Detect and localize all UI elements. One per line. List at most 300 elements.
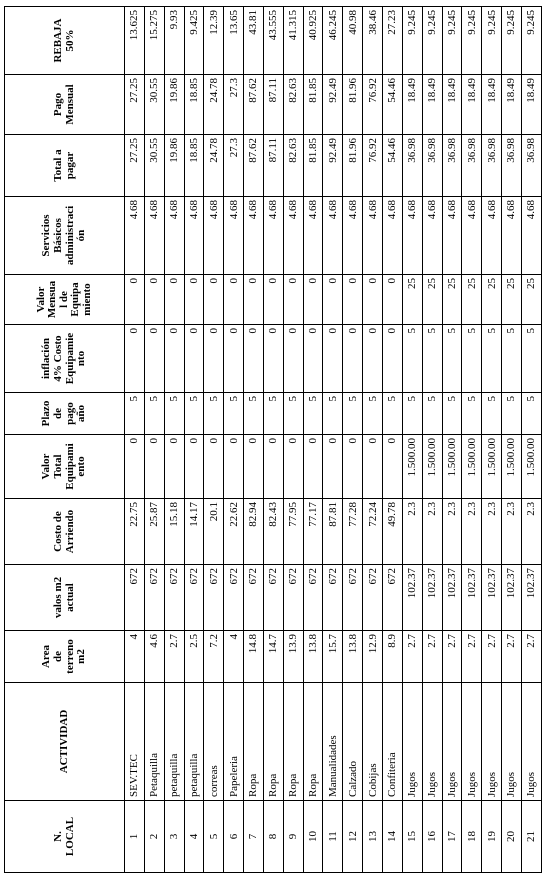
cell-valor-m2: 672 [323,565,343,631]
cell-pago-mensual: 92.49 [323,75,343,135]
cell-plazo-pago: 5 [442,393,462,435]
cell-servicios-basicos: 4.68 [244,197,264,275]
table-row [144,7,164,873]
cell-total-pagar: 36.98 [482,135,502,197]
cell-rebaja: 46.245 [323,7,343,75]
cell-total-pagar: 27.3 [224,135,244,197]
cell-total-pagar: 27.25 [125,135,145,197]
cell-area-terreno: 2.7 [402,631,422,683]
cell-costo-arriendo: 22.62 [224,499,244,565]
cell-costo-arriendo: 2.3 [462,499,482,565]
cell-inflacion: 5 [402,325,422,393]
header-line: ón [75,229,88,242]
cell-local-number: 2 [144,801,164,873]
cell-actividad: Ropa [244,683,264,801]
cell-valor-mensual-equipamiento: 25 [462,275,482,325]
cell-valor-total-equipamiento: 0 [323,435,343,499]
cell-servicios-basicos: 4.68 [323,197,343,275]
cell-pago-mensual: 76.92 [363,75,383,135]
cell-total-pagar: 36.98 [422,135,442,197]
cell-area-terreno: 4.6 [144,631,164,683]
cell-pago-mensual: 19.86 [164,75,184,135]
cell-inflacion: 0 [204,325,224,393]
cell-inflacion: 5 [502,325,522,393]
cell-area-terreno: 2.7 [442,631,462,683]
cell-local-number: 19 [482,801,502,873]
cell-valor-mensual-equipamiento: 0 [343,275,363,325]
header-line: Valor [40,453,53,480]
table-row [323,7,343,873]
cell-rebaja: 9.245 [521,7,541,75]
cell-pago-mensual: 18.49 [402,75,422,135]
cell-total-pagar: 19.86 [164,135,184,197]
header-line: nto [75,350,88,367]
cell-valor-m2: 672 [382,565,402,631]
cell-area-terreno: 7.2 [204,631,224,683]
cell-valor-mensual-equipamiento: 0 [283,275,303,325]
cell-valor-m2: 102.37 [482,565,502,631]
cell-rebaja: 9.245 [422,7,442,75]
cell-valor-total-equipamiento: 1.500.00 [462,435,482,499]
cell-total-pagar: 54.46 [382,135,402,197]
cell-valor-m2: 672 [204,565,224,631]
cell-local-number: 18 [462,801,482,873]
header-line: Costo de [51,511,64,552]
header-total-pagar [5,135,125,197]
table-row [224,7,244,873]
cell-total-pagar: 24.78 [204,135,224,197]
header-line: 4% Costo [51,335,64,382]
cell-local-number: 12 [343,801,363,873]
cell-pago-mensual: 18.49 [462,75,482,135]
cell-plazo-pago: 5 [263,393,283,435]
cell-valor-total-equipamiento: 0 [204,435,224,499]
cell-valor-mensual-equipamiento: 25 [442,275,462,325]
cell-plazo-pago: 5 [283,393,303,435]
cell-servicios-basicos: 4.68 [204,197,224,275]
cell-plazo-pago: 5 [303,393,323,435]
cell-actividad: Calzado [343,683,363,801]
header-line: actual [63,583,76,612]
cell-inflacion: 0 [144,325,164,393]
cell-rebaja: 43.81 [244,7,264,75]
cell-valor-total-equipamiento: 1.500.00 [502,435,522,499]
cell-valor-total-equipamiento: 0 [244,435,264,499]
cell-plazo-pago: 5 [482,393,502,435]
header-line: Equipa [69,282,82,317]
cell-plazo-pago: 5 [402,393,422,435]
cell-valor-total-equipamiento: 1.500.00 [482,435,502,499]
header-line: pago [63,402,76,425]
cell-costo-arriendo: 2.3 [422,499,442,565]
cell-inflacion: 0 [184,325,204,393]
cell-servicios-basicos: 4.68 [283,197,303,275]
cell-plazo-pago: 5 [363,393,383,435]
cell-costo-arriendo: 22.75 [125,499,145,565]
cell-costo-arriendo: 14.17 [184,499,204,565]
cell-actividad: Jugos [482,683,502,801]
cell-total-pagar: 18.85 [184,135,204,197]
cell-rebaja: 9.245 [502,7,522,75]
cell-pago-mensual: 27.3 [224,75,244,135]
cell-actividad: Ropa [263,683,283,801]
cell-plazo-pago: 5 [125,393,145,435]
cell-pago-mensual: 27.25 [125,75,145,135]
cell-pago-mensual: 87.11 [263,75,283,135]
cell-rebaja: 9.245 [462,7,482,75]
cell-valor-mensual-equipamiento: 0 [363,275,383,325]
cell-costo-arriendo: 2.3 [521,499,541,565]
cell-inflacion: 0 [343,325,363,393]
cell-valor-total-equipamiento: 0 [283,435,303,499]
table-row [125,7,145,873]
cell-servicios-basicos: 4.68 [521,197,541,275]
cell-plazo-pago: 5 [144,393,164,435]
cell-inflacion: 5 [521,325,541,393]
cell-plazo-pago: 5 [323,393,343,435]
table-row [303,7,323,873]
cell-rebaja: 38.46 [363,7,383,75]
header-line: ACTIVIDAD [57,709,70,774]
cell-valor-total-equipamiento: 0 [263,435,283,499]
cell-actividad: Manualidades [323,683,343,801]
cell-inflacion: 0 [125,325,145,393]
cell-rebaja: 9.245 [482,7,502,75]
cell-plazo-pago: 5 [382,393,402,435]
header-line: Plazo [40,400,53,427]
cell-rebaja: 15.275 [144,7,164,75]
cell-valor-total-equipamiento: 0 [125,435,145,499]
cell-rebaja: 9.245 [402,7,422,75]
cell-local-number: 14 [382,801,402,873]
cell-pago-mensual: 81.96 [343,75,363,135]
cell-local-number: 3 [164,801,184,873]
cell-area-terreno: 2.7 [164,631,184,683]
cell-inflacion: 5 [462,325,482,393]
cell-rebaja: 13.65 [224,7,244,75]
cell-plazo-pago: 5 [224,393,244,435]
cell-pago-mensual: 18.49 [442,75,462,135]
cell-valor-m2: 102.37 [402,565,422,631]
table-row [363,7,383,873]
cell-actividad: SEV.TEC [125,683,145,801]
table-row [521,7,541,873]
cell-valor-mensual-equipamiento: 0 [184,275,204,325]
header-servicios-basicos [5,197,125,275]
header-line: Básicos [51,218,64,253]
cell-rebaja: 13.625 [125,7,145,75]
cell-total-pagar: 87.11 [263,135,283,197]
cell-area-terreno: 2.7 [521,631,541,683]
cell-pago-mensual: 18.49 [422,75,442,135]
header-line: miento [80,283,93,316]
cell-local-number: 21 [521,801,541,873]
header-line: Area [40,645,53,669]
header-line: inflación [40,338,53,379]
cell-valor-total-equipamiento: 0 [224,435,244,499]
cell-rebaja: 12.39 [204,7,224,75]
cell-valor-total-equipamiento: 0 [303,435,323,499]
cell-valor-m2: 672 [303,565,323,631]
cell-local-number: 4 [184,801,204,873]
cell-total-pagar: 76.92 [363,135,383,197]
cell-valor-mensual-equipamiento: 25 [502,275,522,325]
cell-total-pagar: 36.98 [442,135,462,197]
header-line: LOCAL [63,816,76,857]
cell-servicios-basicos: 4.68 [502,197,522,275]
cell-valor-m2: 672 [164,565,184,631]
cell-valor-mensual-equipamiento: 0 [382,275,402,325]
cell-area-terreno: 13.9 [283,631,303,683]
cell-valor-total-equipamiento: 0 [343,435,363,499]
cell-costo-arriendo: 25.87 [144,499,164,565]
cell-area-terreno: 15.7 [323,631,343,683]
cell-inflacion: 0 [283,325,303,393]
cell-servicios-basicos: 4.68 [422,197,442,275]
cell-valor-mensual-equipamiento: 25 [402,275,422,325]
cell-valor-total-equipamiento: 1.500.00 [442,435,462,499]
table-row [442,7,462,873]
cell-pago-mensual: 18.85 [184,75,204,135]
cell-servicios-basicos: 4.68 [382,197,402,275]
cell-local-number: 5 [204,801,224,873]
cell-pago-mensual: 82.63 [283,75,303,135]
cell-local-number: 6 [224,801,244,873]
table-row [502,7,522,873]
cell-costo-arriendo: 82.94 [244,499,264,565]
cell-valor-total-equipamiento: 0 [382,435,402,499]
cell-total-pagar: 30.55 [144,135,164,197]
cell-servicios-basicos: 4.68 [462,197,482,275]
cell-plazo-pago: 5 [521,393,541,435]
cell-servicios-basicos: 4.68 [482,197,502,275]
cell-local-number: 17 [442,801,462,873]
cell-rebaja: 43.555 [263,7,283,75]
cell-inflacion: 0 [164,325,184,393]
header-line: l de [57,291,70,308]
cell-servicios-basicos: 4.68 [363,197,383,275]
cell-total-pagar: 92.49 [323,135,343,197]
cell-actividad: petaquilla [184,683,204,801]
cell-valor-m2: 672 [244,565,264,631]
cell-inflacion: 0 [363,325,383,393]
header-line: Arriendo [63,509,76,554]
cell-area-terreno: 2.7 [422,631,442,683]
cell-valor-mensual-equipamiento: 0 [224,275,244,325]
header-line: terreno [63,639,76,674]
table-row [283,7,303,873]
cell-actividad: Jugos [462,683,482,801]
header-rebaja [5,7,125,75]
cell-costo-arriendo: 49.78 [382,499,402,565]
cell-total-pagar: 36.98 [521,135,541,197]
cell-total-pagar: 36.98 [462,135,482,197]
cell-actividad: Cobijas [363,683,383,801]
cell-area-terreno: 4 [224,631,244,683]
cell-pago-mensual: 18.49 [482,75,502,135]
cell-local-number: 13 [363,801,383,873]
cell-area-terreno: 2.5 [184,631,204,683]
cell-local-number: 20 [502,801,522,873]
cell-valor-mensual-equipamiento: 25 [521,275,541,325]
table-row [184,7,204,873]
cell-valor-total-equipamiento: 0 [164,435,184,499]
cell-rebaja: 9.93 [164,7,184,75]
cell-valor-mensual-equipamiento: 0 [164,275,184,325]
cell-costo-arriendo: 15.18 [164,499,184,565]
cell-local-number: 16 [422,801,442,873]
cell-valor-mensual-equipamiento: 0 [204,275,224,325]
cell-costo-arriendo: 72.24 [363,499,383,565]
header-row [5,7,125,873]
header-line: Servicios [40,214,53,257]
cell-valor-m2: 672 [125,565,145,631]
cell-actividad: Jugos [521,683,541,801]
header-line: Total [51,454,64,479]
cell-area-terreno: 13.8 [343,631,363,683]
cell-plazo-pago: 5 [343,393,363,435]
header-costo-arriendo [5,499,125,565]
header-pago-mensual [5,75,125,135]
cell-servicios-basicos: 4.68 [263,197,283,275]
table-row [164,7,184,873]
cell-total-pagar: 36.98 [502,135,522,197]
cell-area-terreno: 14.8 [244,631,264,683]
header-line: valos m2 [51,576,64,619]
cell-local-number: 7 [244,801,264,873]
cell-pago-mensual: 81.85 [303,75,323,135]
cell-valor-m2: 672 [224,565,244,631]
cell-rebaja: 40.98 [343,7,363,75]
cell-inflacion: 5 [422,325,442,393]
header-line: m2 [75,649,88,664]
cell-costo-arriendo: 2.3 [442,499,462,565]
header-plazo-pago [5,393,125,435]
cell-pago-mensual: 87.62 [244,75,264,135]
cell-valor-mensual-equipamiento: 0 [323,275,343,325]
cell-plazo-pago: 5 [184,393,204,435]
cell-valor-total-equipamiento: 0 [363,435,383,499]
cell-rebaja: 9.425 [184,7,204,75]
cell-valor-total-equipamiento: 0 [184,435,204,499]
cell-rebaja: 9.245 [442,7,462,75]
cell-valor-total-equipamiento: 0 [144,435,164,499]
table-row [244,7,264,873]
cell-actividad: Petaquilla [144,683,164,801]
table-row [204,7,224,873]
cell-local-number: 11 [323,801,343,873]
cell-actividad: Jugos [402,683,422,801]
header-valor-m2 [5,565,125,631]
header-line: Mensual [63,84,76,125]
header-line: administraci [63,205,76,266]
cell-costo-arriendo: 20.1 [204,499,224,565]
cell-inflacion: 0 [244,325,264,393]
cell-servicios-basicos: 4.68 [184,197,204,275]
cell-plazo-pago: 5 [462,393,482,435]
cell-inflacion: 5 [442,325,462,393]
header-line: Equipami [63,443,76,490]
cell-valor-m2: 102.37 [422,565,442,631]
cell-valor-m2: 672 [363,565,383,631]
cell-pago-mensual: 18.49 [502,75,522,135]
cell-actividad: petaquilla [164,683,184,801]
header-actividad [5,683,125,801]
header-line: N. [51,831,64,842]
cell-local-number: 10 [303,801,323,873]
cell-costo-arriendo: 77.17 [303,499,323,565]
header-valor-mensual-equipamiento [5,275,125,325]
cell-rebaja: 40.925 [303,7,323,75]
cell-rebaja: 27.23 [382,7,402,75]
cell-total-pagar: 81.96 [343,135,363,197]
cell-inflacion: 0 [303,325,323,393]
cell-valor-m2: 672 [263,565,283,631]
cell-actividad: Jugos [442,683,462,801]
header-line: Pago [51,92,64,117]
cell-total-pagar: 81.85 [303,135,323,197]
cell-rebaja: 41.315 [283,7,303,75]
cell-inflacion: 0 [263,325,283,393]
cell-costo-arriendo: 87.81 [323,499,343,565]
cell-inflacion: 5 [482,325,502,393]
cell-servicios-basicos: 4.68 [303,197,323,275]
cell-costo-arriendo: 82.43 [263,499,283,565]
header-line: pagar [63,151,76,180]
cell-costo-arriendo: 77.28 [343,499,363,565]
cell-inflacion: 0 [224,325,244,393]
header-line: ento [75,456,88,477]
cell-servicios-basicos: 4.68 [402,197,422,275]
cell-servicios-basicos: 4.68 [442,197,462,275]
table-row [263,7,283,873]
cell-valor-total-equipamiento: 1.500.00 [402,435,422,499]
cell-local-number: 1 [125,801,145,873]
cell-pago-mensual: 54.46 [382,75,402,135]
cell-servicios-basicos: 4.68 [164,197,184,275]
cell-actividad: Confiteria [382,683,402,801]
cell-total-pagar: 36.98 [402,135,422,197]
cell-costo-arriendo: 2.3 [482,499,502,565]
header-line: Total a [51,149,64,182]
cell-plazo-pago: 5 [244,393,264,435]
header-inflacion [5,325,125,393]
cell-valor-mensual-equipamiento: 0 [244,275,264,325]
cell-costo-arriendo: 77.95 [283,499,303,565]
cell-actividad: Papeleria [224,683,244,801]
header-area-terreno [5,631,125,683]
cell-valor-m2: 672 [144,565,164,631]
cell-actividad: Jugos [422,683,442,801]
cell-valor-m2: 102.37 [442,565,462,631]
header-line: 50% [63,29,76,52]
cell-plazo-pago: 5 [204,393,224,435]
cell-valor-total-equipamiento: 1.500.00 [422,435,442,499]
table-row [422,7,442,873]
cell-costo-arriendo: 2.3 [502,499,522,565]
cell-pago-mensual: 18.49 [521,75,541,135]
header-line: Mensua [46,280,59,319]
cell-valor-m2: 102.37 [502,565,522,631]
table-row [462,7,482,873]
cell-plazo-pago: 5 [422,393,442,435]
cell-valor-mensual-equipamiento: 0 [125,275,145,325]
cell-area-terreno: 13.8 [303,631,323,683]
cell-valor-mensual-equipamiento: 25 [422,275,442,325]
header-line: de [51,408,64,419]
cell-valor-m2: 102.37 [462,565,482,631]
cell-actividad: Jugos [502,683,522,801]
